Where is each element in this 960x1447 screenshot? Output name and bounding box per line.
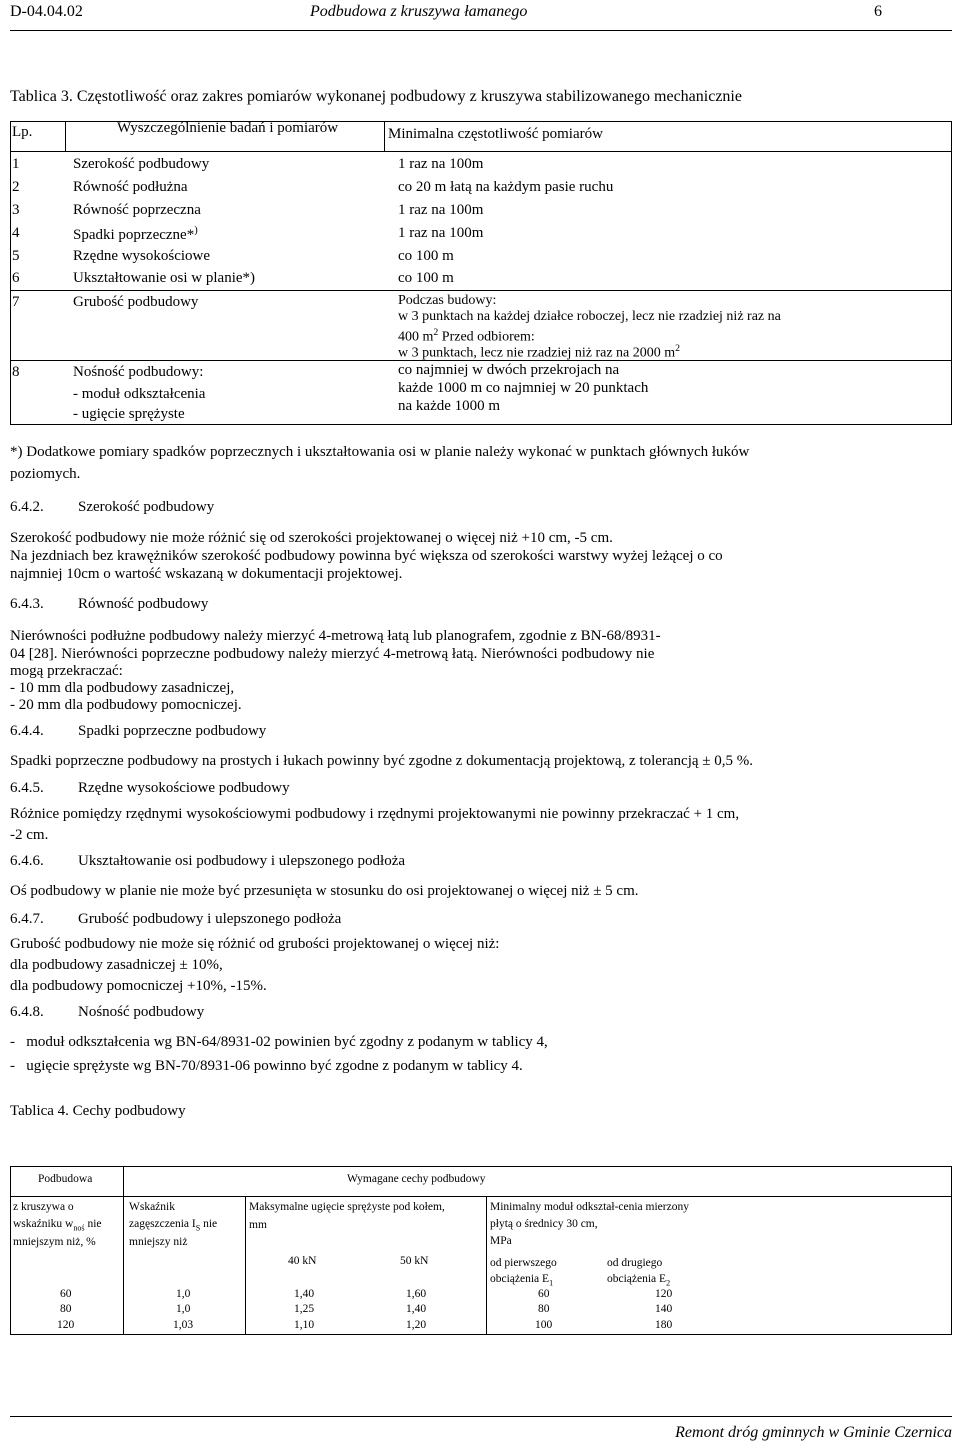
table4-header-wymagane: Wymagane cechy podbudowy: [347, 1173, 486, 1185]
row-item: Grubość podbudowy: [73, 294, 199, 310]
row-freq: 1 raz na 100m: [398, 202, 484, 218]
table-cell: 1,0: [176, 1303, 191, 1315]
table-cell: 120: [57, 1319, 75, 1331]
section-number: 6.4.8.: [10, 1004, 44, 1020]
table-cell: 60: [60, 1288, 72, 1300]
table-cell: 120: [655, 1288, 673, 1300]
table-cell: 60: [538, 1288, 550, 1300]
row-item: Równość poprzeczna: [73, 202, 201, 218]
paragraph-line: 04 [28]. Nierówności poprzeczne podbudowy należy mierzyć 4-metrową łatą. Nierówności podbudowy nie: [10, 646, 655, 662]
row-freq-line: Podczas budowy:: [398, 293, 497, 308]
table4-header-kruszywo: z kruszywa o: [13, 1201, 74, 1213]
section-title: Grubość podbudowy i ulepszonego podłoża: [78, 911, 342, 927]
section-title: Ukształtowanie osi podbudowy i ulepszonego podłoża: [78, 853, 406, 869]
paragraph-line: Grubość podbudowy nie może się różnić od grubości projektowanej o więcej niż:: [10, 936, 500, 952]
table4-header-e2: od drugiego: [607, 1257, 663, 1269]
paragraph-line: Spadki poprzeczne podbudowy na prostych i łukach powinny być zgodne z dokumentacją projektową, z tolerancją ± 0,5 %.: [10, 753, 754, 769]
table4-header-40kn: 40 kN: [288, 1255, 317, 1267]
footnote-line: poziomych.: [10, 466, 81, 482]
table3-header-freq: Minimalna częstotliwość pomiarów: [388, 126, 603, 142]
table4-header-wskaznik: Wskaźnik: [129, 1201, 175, 1213]
row-freq: co 20 m łatą na każdym pasie ruchu: [398, 179, 614, 195]
paragraph-line: Oś podbudowy w planie nie może być przesunięta w stosunku do osi projektowanej o więcej niż ± 5 cm.: [10, 883, 639, 899]
table-cell: 1,40: [294, 1288, 315, 1300]
row-freq: co 100 m: [398, 248, 454, 264]
paragraph-line: Nierówności podłużne podbudowy należy mierzyć 4-metrową łatą lub planografem, zgodnie z BN-68/8931-: [10, 628, 661, 644]
paragraph-line: najmniej 10cm o wartość wskazaną w dokumentacji projektowej.: [10, 566, 403, 582]
paragraph-line: Na jezdniach bez krawężników szerokość podbudowy powinna być większa od szerokości warstwy wyżej leżącej o co: [10, 548, 723, 564]
table4-header-e2: obciążenia $E_2$: [607, 1273, 671, 1288]
paragraph-line: - 20 mm dla podbudowy pomocniczej.: [10, 697, 242, 713]
row-freq-line: w 3 punktach, lecz nie rzadziej niż raz na 2000 $m^2$: [398, 343, 681, 361]
paragraph-line: - 10 mm dla podbudowy zasadniczej,: [10, 680, 235, 696]
list-item: - moduł odkształcenia wg BN-64/8931-02 powinien być zgodny z podanym w tablicy 4,: [10, 1034, 548, 1050]
table-cell: 80: [538, 1303, 550, 1315]
table4-header-wskaznik: zagęszczenia $I_S$ nie: [129, 1218, 218, 1233]
table4-header-podbudowa: Podbudowa: [38, 1173, 93, 1185]
row-number: 2: [12, 179, 20, 195]
row-item-line: - ugięcie sprężyste: [73, 406, 185, 422]
table3-header-lp: Lp.: [12, 124, 33, 140]
row-freq: co 100 m: [398, 270, 454, 286]
row-item-line: - moduł odkształcenia: [73, 386, 206, 402]
table-cell: 1,03: [173, 1319, 194, 1331]
table-cell: 1,20: [406, 1319, 427, 1331]
row-number: 6: [12, 270, 20, 286]
paragraph-line: Różnice pomiędzy rzędnymi wysokościowymi podbudowy i rzędnymi projektowanymi nie powinny przekraczać + 1 cm,: [10, 806, 740, 822]
table4-header-wskaznik: mniejszy niż: [129, 1236, 188, 1248]
header-rule: [10, 30, 952, 31]
table-cell: 180: [655, 1319, 673, 1331]
page-number: 6: [874, 3, 882, 20]
row-item: Równość podłużna: [73, 179, 188, 195]
table4-header-kruszywo: wskaźniku $w_{noś}$ nie: [13, 1218, 102, 1233]
section-number: 6.4.6.: [10, 853, 44, 869]
section-title: Równość podbudowy: [78, 596, 209, 612]
section-number: 6.4.2.: [10, 499, 44, 515]
row-item-line: Nośność podbudowy:: [73, 364, 204, 380]
table4-caption: Tablica 4. Cechy podbudowy: [10, 1103, 186, 1119]
paragraph-line: -2 cm.: [10, 827, 49, 843]
row-number: 8: [12, 364, 20, 380]
footnote-line: *) Dodatkowe pomiary spadków poprzecznych i ukształtowania osi w planie należy wykonać w punktach głównych łuków: [10, 444, 750, 460]
row-freq-line: na każde 1000 m: [398, 398, 501, 414]
section-number: 6.4.4.: [10, 723, 44, 739]
footer-rule: [10, 1416, 952, 1417]
section-title: Rzędne wysokościowe podbudowy: [78, 780, 290, 796]
doc-code: D-04.04.02: [10, 3, 83, 20]
row-number: 7: [12, 294, 20, 310]
table-cell: 1,60: [406, 1288, 427, 1300]
row-freq-line: co najmniej w dwóch przekrojach na: [398, 362, 620, 378]
table4-header-e1: od pierwszego: [490, 1257, 557, 1269]
row-item: Ukształtowanie osi w planie*): [73, 270, 256, 286]
section-title: Nośność podbudowy: [78, 1004, 205, 1020]
row-item: Rzędne wysokościowe: [73, 248, 211, 264]
table-cell: 1,40: [406, 1303, 427, 1315]
table-cell: 1,0: [176, 1288, 191, 1300]
row-freq: 1 raz na 100m: [398, 225, 484, 241]
paragraph-line: dla podbudowy zasadniczej ± 10%,: [10, 957, 223, 973]
paragraph-line: mogą przekraczać:: [10, 663, 123, 679]
table4-header-modul: płytą o średnicy 30 cm,: [490, 1218, 598, 1230]
row-number: 5: [12, 248, 20, 264]
table3-caption: Tablica 3. Częstotliwość oraz zakres pomiarów wykonanej podbudowy z kruszywa stabilizowanego mechanicznie: [10, 88, 742, 105]
row-item: Szerokość podbudowy: [73, 156, 210, 172]
section-number: 6.4.5.: [10, 780, 44, 796]
row-freq-line: w 3 punktach na każdej działce roboczej, lecz nie rzadziej niż raz na: [398, 309, 781, 324]
list-item: - ugięcie sprężyste wg BN-70/8931-06 powinno być zgodne z podanym w tablicy 4.: [10, 1058, 523, 1074]
row-number: 4: [12, 225, 20, 241]
doc-title: Podbudowa z kruszywa łamanego: [310, 3, 528, 20]
table3-header-item: Wyszczególnienie badań i pomiarów: [117, 120, 339, 136]
table4-header-50kn: 50 kN: [400, 1255, 429, 1267]
table4-header-e1: obciążenia $E_1$: [490, 1273, 554, 1288]
table4-header-modul: MPa: [490, 1235, 512, 1247]
row-freq-line: każde 1000 m co najmniej w 20 punktach: [398, 380, 649, 396]
table4-header-ugiecie: mm: [249, 1219, 267, 1231]
row-number: 1: [12, 156, 20, 172]
row-freq-line: 400 $m^2$ Przed odbiorem:: [398, 327, 535, 345]
paragraph-line: dla podbudowy pomocniczej +10%, -15%.: [10, 978, 267, 994]
section-title: Szerokość podbudowy: [78, 499, 215, 515]
footer-text: Remont dróg gminnych w Gminie Czernica: [675, 1424, 952, 1441]
table4-header-ugiecie: Maksymalne ugięcie sprężyste pod kołem,: [249, 1201, 445, 1213]
section-number: 6.4.3.: [10, 596, 44, 612]
table4-header-kruszywo: mniejszym niż, %: [13, 1236, 96, 1248]
table-cell: 1,10: [294, 1319, 315, 1331]
row-number: 3: [12, 202, 20, 218]
table-cell: 100: [535, 1319, 553, 1331]
row-item: Spadki poprzeczne*): [73, 225, 198, 243]
section-number: 6.4.7.: [10, 911, 44, 927]
section-title: Spadki poprzeczne podbudowy: [78, 723, 267, 739]
table-cell: 140: [655, 1303, 673, 1315]
row-freq: 1 raz na 100m: [398, 156, 484, 172]
table4-header-modul: Minimalny moduł odkształ-cenia mierzony: [490, 1201, 689, 1213]
table-cell: 80: [60, 1303, 72, 1315]
table-cell: 1,25: [294, 1303, 315, 1315]
paragraph-line: Szerokość podbudowy nie może różnić się od szerokości projektowanej o więcej niż +10 cm, -5 cm.: [10, 530, 613, 546]
